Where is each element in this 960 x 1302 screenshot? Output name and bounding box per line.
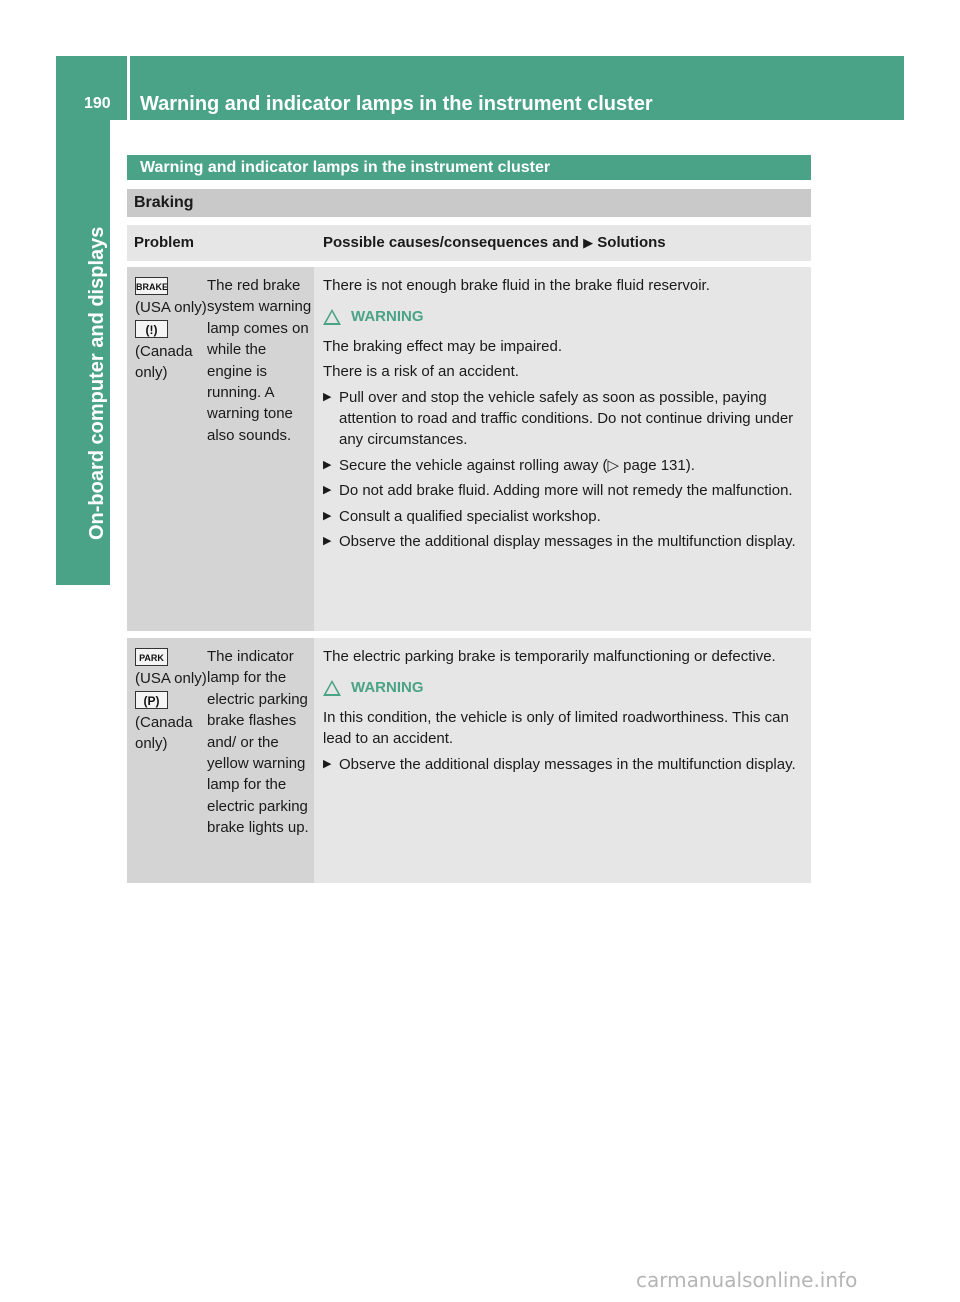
step-arrow-icon: ▶	[323, 484, 332, 497]
warning-heading	[323, 677, 805, 698]
warning-triangle-icon	[323, 309, 341, 325]
watermark: carmanualsonline.info	[636, 1268, 858, 1292]
step-text: Observe the additional display messages in the multifunction display.	[339, 755, 796, 773]
region-label-canada: (Canada only)	[135, 713, 193, 753]
brake-warning-circle-icon: (!)	[135, 320, 168, 338]
section-title: Warning and indicator lamps in the instrument cluster	[127, 155, 811, 180]
table-row	[127, 267, 811, 631]
step-text: Pull over and stop the vehicle safely as soon as possible, paying attention to road and traffic conditions. Do not continue driving under any circumstances.	[339, 388, 794, 449]
warning-label: WARNING	[351, 679, 424, 697]
column-header-problem: Problem	[134, 234, 195, 251]
braking-table	[127, 225, 811, 883]
instruction-step	[323, 455, 805, 476]
solution-cell	[314, 638, 811, 883]
cause-text: There is not enough brake fluid in the brake fluid reservoir.	[323, 277, 710, 294]
region-label-usa: (USA only)	[135, 670, 207, 687]
step-text-page-reference[interactable]: Secure the vehicle against rolling away (▷ page 131).	[339, 456, 695, 474]
warning-text: There is a risk of an accident.	[323, 363, 519, 381]
instruction-step	[323, 531, 805, 552]
warning-label: WARNING	[351, 308, 424, 326]
step-arrow-icon: ▶	[323, 390, 332, 403]
step-arrow-icon: ▶	[323, 535, 332, 548]
problem-cell	[207, 267, 314, 631]
arrow-icon: ▶	[583, 235, 594, 250]
parking-brake-circle-icon: (P)	[135, 691, 168, 709]
instruction-step	[323, 387, 805, 451]
lamp-icon-cell	[127, 638, 207, 883]
subsection-title: Braking	[127, 189, 811, 217]
column-header-causes-label: Possible causes/consequences and	[323, 234, 579, 251]
cause-text: The electric parking brake is temporarily malfunctioning or defective.	[323, 648, 776, 665]
page-number: 190	[84, 95, 111, 112]
warning-text: In this condition, the vehicle is only of limited roadworthiness. This can lead to an accident.	[323, 708, 789, 748]
column-header-causes	[314, 225, 666, 261]
table-row	[127, 638, 811, 883]
problem-cell	[207, 638, 314, 883]
column-header-solutions-label: Solutions	[597, 234, 666, 251]
step-text: Observe the additional display messages in the multifunction display.	[339, 533, 796, 551]
warning-heading	[323, 306, 805, 327]
problem-text: The red brake system warning lamp comes on while the engine is running. A warning tone also sounds.	[207, 277, 312, 444]
problem-text: The indicator lamp for the electric parking brake flashes and/ or the yellow warning lamp for the electric parking brake lights up.	[207, 648, 309, 837]
step-text: Do not add brake fluid. Adding more will not remedy the malfunction.	[339, 482, 793, 500]
solution-cell	[314, 267, 811, 631]
page-header-title: Warning and indicator lamps in the instrument cluster	[140, 93, 653, 115]
step-text: Consult a qualified specialist workshop.	[339, 507, 601, 525]
instruction-step	[323, 754, 805, 775]
warning-triangle-icon	[323, 680, 341, 696]
warning-text: The braking effect may be impaired.	[323, 337, 563, 355]
brake-lamp-icon: BRAKE	[135, 277, 168, 295]
step-arrow-icon: ▶	[323, 509, 332, 522]
header-divider	[127, 56, 130, 120]
table-header	[127, 225, 811, 261]
region-label-canada: (Canada only)	[135, 342, 193, 382]
region-label-usa: (USA only)	[135, 299, 207, 316]
instruction-step	[323, 480, 805, 501]
park-lamp-icon: PARK	[135, 648, 168, 666]
lamp-icon-cell	[127, 267, 207, 631]
side-chapter-label: On-board computer and displays	[86, 226, 108, 540]
step-arrow-icon: ▶	[323, 757, 332, 770]
step-arrow-icon: ▶	[323, 458, 332, 471]
instruction-step	[323, 506, 805, 527]
